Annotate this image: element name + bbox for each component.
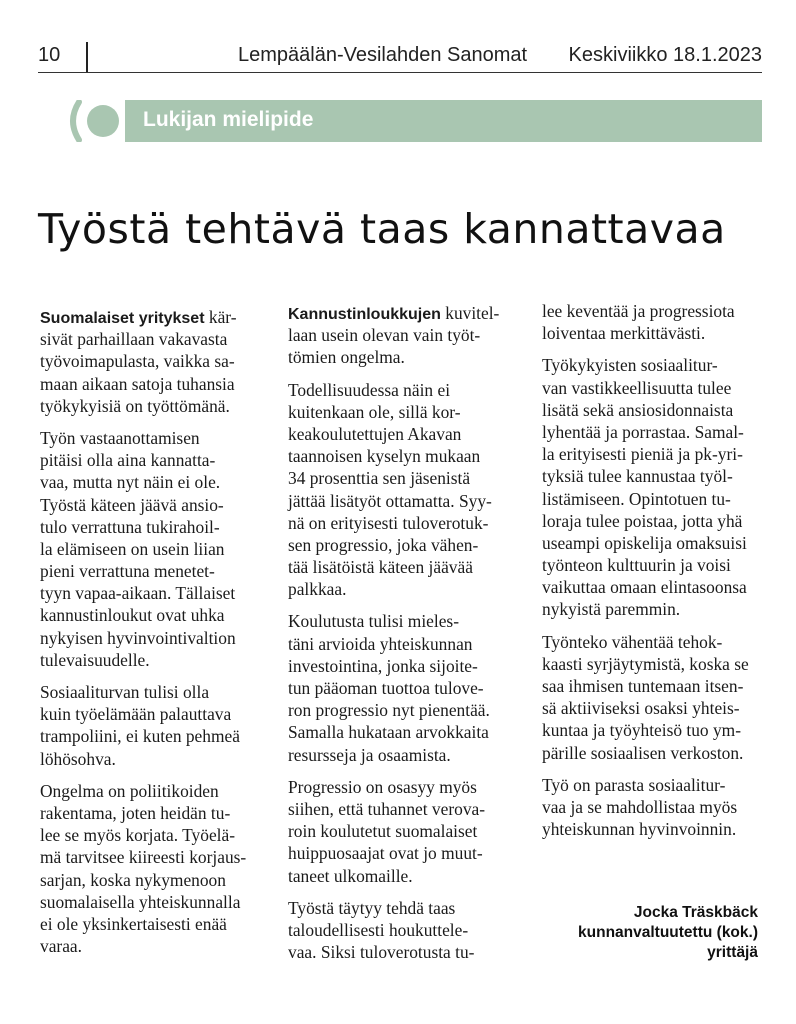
page-number: 10 xyxy=(38,44,61,66)
paragraph-gap xyxy=(40,671,272,681)
text-line: investointina, jonka sijoite- xyxy=(288,655,478,676)
header-rule xyxy=(38,72,762,73)
text-line: taannoisen kyselyn mukaan xyxy=(288,446,481,467)
text-line: sarjan, koska nykymenoon xyxy=(40,869,226,890)
text-line: työnteon kulttuurin ja voisi xyxy=(542,555,731,576)
text-line: Työn vastaanottamisen xyxy=(40,427,200,448)
text-line: kaasti syrjäytymistä, koska se xyxy=(542,653,749,674)
lead-words: Suomalaiset yritykset xyxy=(40,310,205,327)
text-line: sä aktiiviseksi osaksi yhteis- xyxy=(542,698,740,719)
text-line: työvoimapulasta, vaikka sa- xyxy=(40,351,235,372)
text-line: la elämiseen on usein liian xyxy=(40,538,225,559)
newspaper-name: Lempäälän-Vesilahden Sanomat xyxy=(238,44,528,66)
text-line-rest: kär- xyxy=(204,307,237,327)
text-line xyxy=(40,306,272,328)
text-line: Samalla hukataan arvokkaita xyxy=(288,722,489,743)
text-line: vaikuttaa omaan elintasoonsa xyxy=(542,577,747,598)
text-line-rest: kuvitel- xyxy=(440,303,500,323)
paragraph-gap xyxy=(40,770,272,780)
article-headline: Työstä tehtävä taas kannattavaa xyxy=(38,205,726,253)
text-line: nykyisen hyvinvointivaltion xyxy=(40,627,236,648)
text-line: saa ihmisen tuntemaan itsen- xyxy=(542,676,744,696)
article-column-2 xyxy=(288,302,520,963)
text-line: taloudellisesti houkuttele- xyxy=(288,919,469,940)
text-line: lisätä sekä ansiosidonnaista xyxy=(542,399,734,420)
text-line: täni arvioida yhteiskunnan xyxy=(288,633,473,654)
text-line: varaa. xyxy=(40,936,82,957)
text-line: laan usein olevan vain työt- xyxy=(288,325,481,346)
text-line: tulo verrattuna tukirahoil- xyxy=(40,516,220,537)
text-line: sen progressio, joka vähen- xyxy=(288,534,479,555)
text-line: tömien ongelma. xyxy=(288,347,405,368)
text-line: pieni verrattuna menetet- xyxy=(40,561,215,582)
text-line: vaa. Siksi tuloverotusta tu- xyxy=(288,942,475,963)
text-line: trampoliini, ei kuten pehmeä xyxy=(40,726,240,747)
text-line: ron progressio nyt pienentää. xyxy=(288,700,490,721)
text-line: tyksiä tulee kannustaa työl- xyxy=(542,466,733,487)
text-line: 34 prosenttia sen jäsenistä xyxy=(288,468,471,489)
paragraph-gap xyxy=(288,766,520,776)
text-line: Työstä käteen jäävä ansio- xyxy=(40,494,224,515)
text-line: lyhentää ja porrastaa. Samal- xyxy=(542,421,744,442)
text-line: löhösohva. xyxy=(40,748,116,769)
lead-words: Kannustinloukkujen xyxy=(288,306,441,323)
text-line: mä tarvitsee kiireesti korjaus- xyxy=(40,847,247,868)
paragraph-gap xyxy=(288,600,520,610)
paragraph-gap xyxy=(288,887,520,897)
author-occupation: yrittäjä xyxy=(707,944,758,961)
text-line: huippuosaajat ovat jo muut- xyxy=(288,843,483,864)
paragraph-gap xyxy=(542,344,774,354)
text-line: vaa ja se mahdollistaa myös xyxy=(542,796,738,817)
text-line: useampi opiskelija omaksuisi xyxy=(542,532,747,553)
text-line: Ongelma on poliitikoiden xyxy=(40,780,219,801)
text-line: lee keventää ja progressiota xyxy=(542,301,735,321)
section-bracket-circle-icon xyxy=(65,100,123,142)
text-line: jättää lisätyöt ottamatta. Syy- xyxy=(288,490,492,511)
text-line: palkkaa. xyxy=(288,579,347,600)
text-line: roin koulutetut suomalaiset xyxy=(288,821,478,842)
paragraph-gap xyxy=(40,417,272,427)
text-line: pärille sosiaalisen verkoston. xyxy=(542,742,744,763)
text-line: Sosiaaliturvan tulisi olla xyxy=(40,682,210,702)
text-line: ei ole yksinkertaisesti enää xyxy=(40,913,227,934)
text-line: Työ on parasta sosiaalitur- xyxy=(542,774,726,795)
text-line: maan aikaan satoja tuhansia xyxy=(40,373,235,394)
text-line: tulevaisuudelle. xyxy=(40,649,150,670)
text-line: kuntaa ja työyhteisö tuo ym- xyxy=(542,720,741,741)
text-line: nykyistä paremmin. xyxy=(542,599,681,620)
text-line: Progressio on osasyy myös xyxy=(288,776,477,797)
text-line: keakoulutettujen Akavan xyxy=(288,423,462,444)
text-line: van vastikkeellisuutta tulee xyxy=(542,377,732,398)
text-line: lee se myös korjata. Työelä- xyxy=(40,825,236,846)
text-line: loiventaa merkittävästi. xyxy=(542,323,706,344)
text-line: vaa, mutta nyt näin ei ole. xyxy=(40,472,221,493)
text-line: loraja tulee poistaa, jotta yhä xyxy=(542,510,743,531)
text-line: yhteiskunnan hyvinvoinnin. xyxy=(542,819,737,840)
text-line: tyyn vapaa-aikaan. Tällaiset xyxy=(40,583,236,604)
paragraph-gap xyxy=(542,621,774,631)
issue-date: Keskiviikko 18.1.2023 xyxy=(568,44,762,66)
text-line: tää lisätöistä käteen jäävää xyxy=(288,557,473,578)
text-line: resursseja ja osaamista. xyxy=(288,744,451,765)
text-line: Työnteko vähentää tehok- xyxy=(542,631,723,652)
text-line: kuin työelämään palauttava xyxy=(40,704,232,725)
section-label: Lukijan mielipide xyxy=(143,108,314,131)
text-line: kuitenkaan ole, sillä kor- xyxy=(288,401,461,422)
article-column-3 xyxy=(542,300,774,840)
page-header xyxy=(38,44,762,70)
text-line: suomalaisella yhteiskunnalla xyxy=(40,891,241,912)
paragraph-gap xyxy=(288,369,520,379)
text-line: kannustinloukut ovat uhka xyxy=(40,605,225,626)
text-line: työkykyisiä on työttömänä. xyxy=(40,395,230,416)
article-column-1 xyxy=(40,306,272,957)
text-line: Työkykyisten sosiaalitur- xyxy=(542,355,718,376)
author-role: kunnanvaltuutettu (kok.) xyxy=(578,924,758,941)
text-line: sivät parhaillaan vakavasta xyxy=(40,329,228,350)
author-name: Jocka Träskbäck xyxy=(633,904,758,921)
text-line xyxy=(288,302,520,324)
text-line: Todellisuudessa näin ei xyxy=(288,379,451,400)
text-line: nä on erityisesti tuloverotuk- xyxy=(288,512,489,533)
text-line: Työstä täytyy tehdä taas xyxy=(288,897,456,918)
text-line: rakentama, joten heidän tu- xyxy=(40,802,231,823)
header-divider xyxy=(86,42,88,72)
paragraph-gap xyxy=(542,764,774,774)
text-line: siihen, että tuhannet verova- xyxy=(288,798,486,819)
text-line: pitäisi olla aina kannatta- xyxy=(40,450,216,471)
text-line: taneet ulkomaille. xyxy=(288,865,413,886)
text-line: tun pääoman tuottoa tulove- xyxy=(288,678,484,698)
signature-block xyxy=(578,903,758,963)
text-line: Koulutusta tulisi mieles- xyxy=(288,611,459,632)
text-line: listämiseen. Opintotuen tu- xyxy=(542,488,731,509)
text-line: la erityisesti pieniä ja pk-yri- xyxy=(542,444,743,465)
